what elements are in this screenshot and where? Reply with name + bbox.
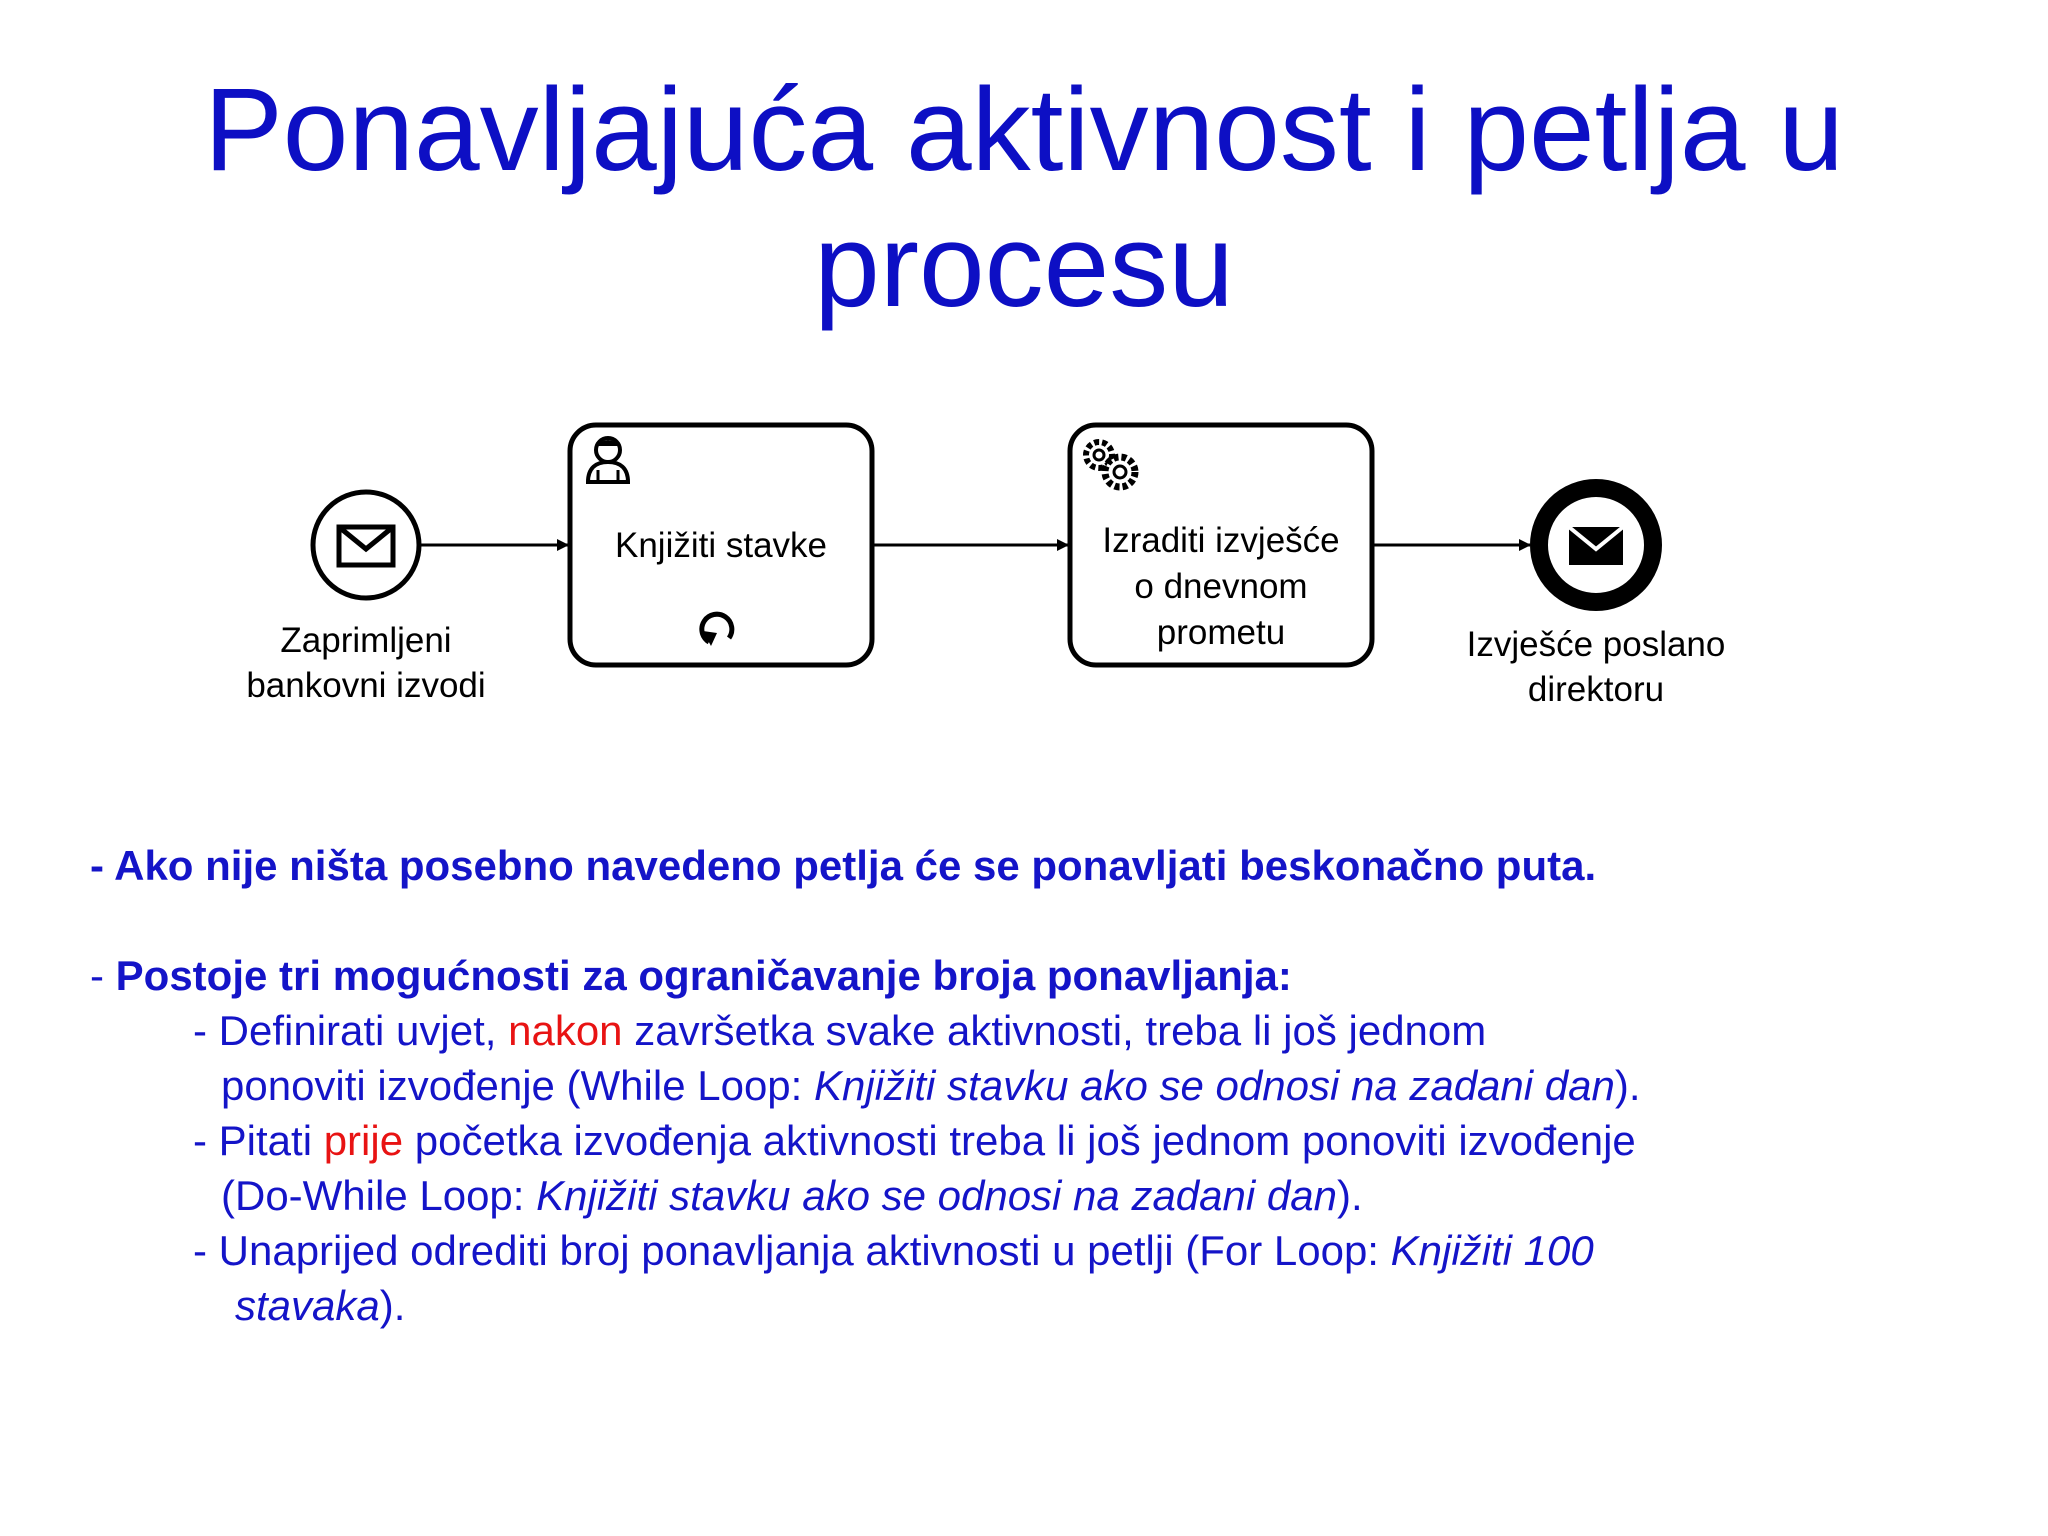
task2-label-2: o dnevnom [1134, 567, 1308, 606]
title-line-1: Ponavljajuća aktivnost i petlja u [204, 64, 1844, 196]
option-while-loop [193, 1003, 1486, 1058]
end-event-label-1: Izvješće poslano [1466, 625, 1726, 664]
task2-label-1: Izraditi izvješće [1102, 521, 1340, 560]
option-2-example: Knjižiti stavku ako se odnosi na zadani dan [536, 1172, 1337, 1219]
task1-label: Knjižiti stavke [614, 526, 828, 565]
dash: - [90, 842, 115, 889]
option-1-text-cont: završetka svake aktivnosti, treba li još jednom [622, 1007, 1487, 1054]
point-2-text: Postoje tri mogućnosti za ograničavanje broja ponavljanja: [115, 952, 1292, 999]
option-3-end: ). [379, 1282, 406, 1329]
option-2-highlight: prije [323, 1117, 404, 1164]
point-infinite-loop [90, 838, 1596, 893]
option-for-loop [193, 1223, 1594, 1278]
end-event-label-2: direktoru [1527, 670, 1665, 709]
option-do-while-loop-cont [221, 1168, 1363, 1223]
option-3-text: - Unaprijed odrediti broj ponavljanja aktivnosti u petlji (For Loop: [193, 1227, 1391, 1274]
point-1-text: Ako nije ništa posebno navedeno petlja će se ponavljati beskonačno puta. [114, 842, 1597, 889]
option-2-line2: (Do-While Loop: [221, 1172, 537, 1219]
option-3-example-cont: stavaka [235, 1282, 380, 1329]
slide-title [0, 62, 2048, 334]
option-3-example: Knjižiti 100 [1390, 1227, 1594, 1274]
option-for-loop-cont [235, 1278, 405, 1333]
start-event-label-2: bankovni izvodi [246, 666, 486, 705]
dash: - [90, 952, 116, 999]
option-while-loop-cont [221, 1058, 1641, 1113]
envelope-filled-icon [1569, 527, 1623, 565]
option-1-line2: ponoviti izvođenje (While Loop: [221, 1062, 815, 1109]
start-message-event [313, 492, 419, 598]
envelope-icon [339, 527, 393, 565]
option-2-text: - Pitati [193, 1117, 324, 1164]
option-1-example: Knjižiti stavku ako se odnosi na zadani dan [814, 1062, 1615, 1109]
point-three-options [90, 948, 1292, 1003]
option-2-end: ). [1336, 1172, 1363, 1219]
option-2-text-cont: početka izvođenja aktivnosti treba li još jednom ponoviti izvođenje [403, 1117, 1636, 1164]
task2-label-3: prometu [1156, 613, 1286, 652]
option-1-text: - Definirati uvjet, [193, 1007, 509, 1054]
option-do-while-loop [193, 1113, 1636, 1168]
title-line-2: procesu [814, 200, 1234, 332]
option-1-end: ). [1614, 1062, 1641, 1109]
start-event-label-1: Zaprimljeni [280, 621, 452, 660]
option-1-highlight: nakon [508, 1007, 623, 1054]
bpmn-diagram [0, 400, 2048, 740]
end-message-event [1539, 488, 1653, 602]
